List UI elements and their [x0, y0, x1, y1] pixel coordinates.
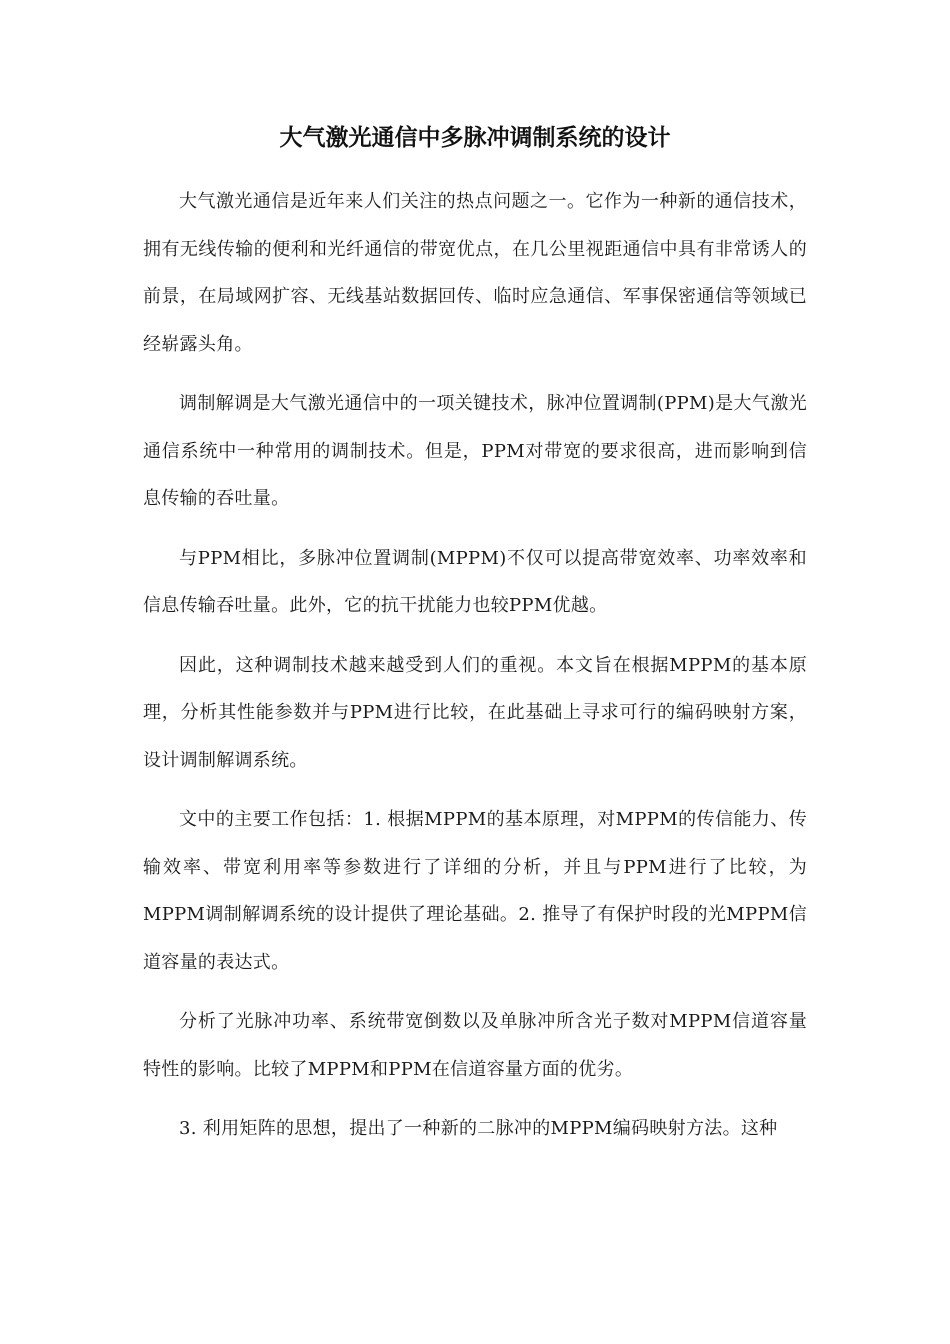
paragraph-5: 文中的主要工作包括：1. 根据MPPM的基本原理，对MPPM的传信能力、传输效率、带宽利用率等参数进行了详细的分析，并且与PPM进行了比较，为MPPM调制解调系统的设计提供了理论基础。2. 推导了有保护时段的光MPPM信道容量的表达式。: [143, 809, 807, 973]
paragraph-1: 大气激光通信是近年来人们关注的热点问题之一。它作为一种新的通信技术，拥有无线传输的便利和光纤通信的带宽优点，在几公里视距通信中具有非常诱人的前景，在局域网扩容、无线基站数据回传、临时应急通信、军事保密通信等领域已经崭露头角。: [143, 191, 807, 355]
paragraph-4: 因此，这种调制技术越来越受到人们的重视。本文旨在根据MPPM的基本原理，分析其性能参数并与PPM进行比较，在此基础上寻求可行的编码映射方案，设计调制解调系统。: [143, 654, 807, 771]
document-title: 大气激光通信中多脉冲调制系统的设计: [279, 124, 671, 151]
paragraph-6: 分析了光脉冲功率、系统带宽倒数以及单脉冲所含光子数对MPPM信道容量特性的影响。比较了MPPM和PPM在信道容量方面的优劣。: [143, 1011, 807, 1080]
document-body: [143, 178, 807, 1165]
paragraph-3: 与PPM相比，多脉冲位置调制(MPPM)不仅可以提高带宽效率、功率效率和信息传输吞吐量。此外，它的抗干扰能力也较PPM优越。: [143, 547, 807, 616]
paragraph-2: 调制解调是大气激光通信中的一项关键技术，脉冲位置调制(PPM)是大气激光通信系统中一种常用的调制技术。但是，PPM对带宽的要求很高，进而影响到信息传输的吞吐量。: [143, 393, 807, 509]
paragraph-7: 3. 利用矩阵的思想，提出了一种新的二脉冲的MPPM编码映射方法。这种: [179, 1118, 778, 1139]
